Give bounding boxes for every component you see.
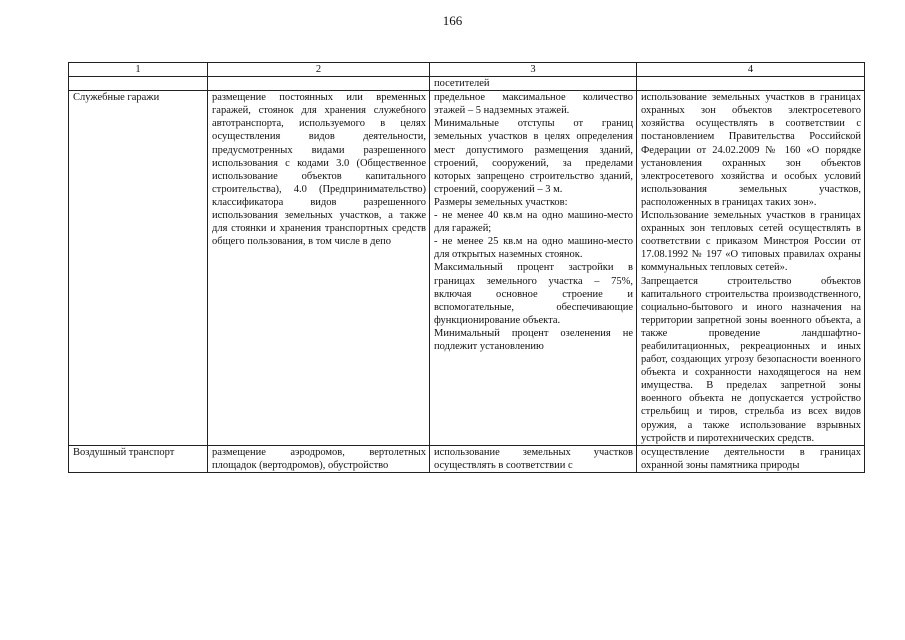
continuation-cell-4 (637, 77, 865, 91)
use-description-cell (208, 445, 430, 472)
paragraph: использование земельных участков осуществлять в соответствии с (434, 446, 633, 471)
paragraph: предельное максимальное количество этажей – 5 надземных этажей. (434, 92, 633, 117)
parameters-cell (430, 91, 637, 446)
page-number: 166 (442, 13, 463, 28)
cell-text: Воздушный транспорт (73, 446, 175, 458)
paragraph: размещение аэродромов, вертолетных площадок (вертодромов), обустройство (212, 446, 426, 471)
header-cell-2: 2 (208, 63, 430, 77)
paragraph: Максимальный процент застройки в границах земельного участка – 75%, включая основное строение и вспомогательные, обеспечивающие функционирование объекта. (434, 262, 633, 326)
continuation-cell-1 (69, 77, 208, 91)
use-description-cell (208, 91, 430, 446)
table-header-row (69, 63, 865, 77)
continuation-cell-2 (208, 77, 430, 91)
continuation-row (69, 77, 865, 91)
use-type-cell: Служебные гаражи (69, 91, 208, 446)
paragraph: размещение постоянных или временных гаражей, стоянок для хранения служебного автотранспорта, используемого в целях осуществления видов деятельности, предусмотренных видами разрешенного использования с кодами 3.0 (Общественное использование объектов капитального строительства), 4.0 (Предпринимательство) классификатора видов разрешенного использования земельных участков, а также для стоянки и хранения транспортных средств общего пользования, в том числе в депо (212, 92, 426, 248)
land-use-table (68, 62, 865, 473)
restrictions-cell (637, 91, 865, 446)
paragraph: Минимальный процент озеленения не подлежит установлению (434, 327, 633, 352)
paragraph: Минимальные отступы от границ земельных участков в целях определения мест допустимого размещения зданий, строений, сооружений, за пределами которых запрещено строительство зданий, строений, сооружений – 3 м. (434, 118, 633, 195)
paragraph: Использование земельных участков в границах охранных зон тепловых сетей осуществлять в соответствии с приказом Минстроя России от 17.08.1992 № 197 «О типовых правилах охраны коммунальных тепловых сетей». (641, 210, 861, 274)
parameters-cell (430, 445, 637, 472)
header-cell-4: 4 (637, 63, 865, 77)
restrictions-cell (637, 445, 865, 472)
table-row (69, 91, 865, 446)
paragraph: - не менее 40 кв.м на одно машино-место для гаражей; (434, 210, 633, 235)
header-cell-1: 1 (69, 63, 208, 77)
use-type-cell (69, 445, 208, 472)
header-cell-3: 3 (430, 63, 637, 77)
paragraph: осуществление деятельности в границах охранной зоны памятника природы (641, 446, 861, 471)
table-row (69, 445, 865, 472)
paragraph: Размеры земельных участков: (434, 196, 568, 208)
paragraph: Запрещается строительство объектов капитального строительства производственного, социально-бытового и иного назначения на территории запретной зоны военного объекта, а также проведение ландшафтно-реабилитационных, рекреационных и иных работ, создающих угрозу безопасности военного объекта и сохранности находящегося на нем имущества. В пределах запретной зоны военного объекта не допускается устройство стрельбищ и тиров, стрельба из всех видов оружия, а также использование взрывных устройств и пиротехнических средств. (641, 275, 861, 444)
continuation-cell-3: посетителей (430, 77, 637, 91)
paragraph: - не менее 25 кв.м на одно машино-место для открытых наземных стоянок. (434, 236, 633, 261)
paragraph: использование земельных участков в границах охранных зон объектов электросетевого хозяйства осуществлять в соответствии с постановлением Правительства Российской Федерации от 24.02.2009 № 160 «О порядке установления охранных зон объектов электросетевого хозяйства и особых условий использования земельных участков, расположенных в границах таких зон». (641, 92, 861, 208)
